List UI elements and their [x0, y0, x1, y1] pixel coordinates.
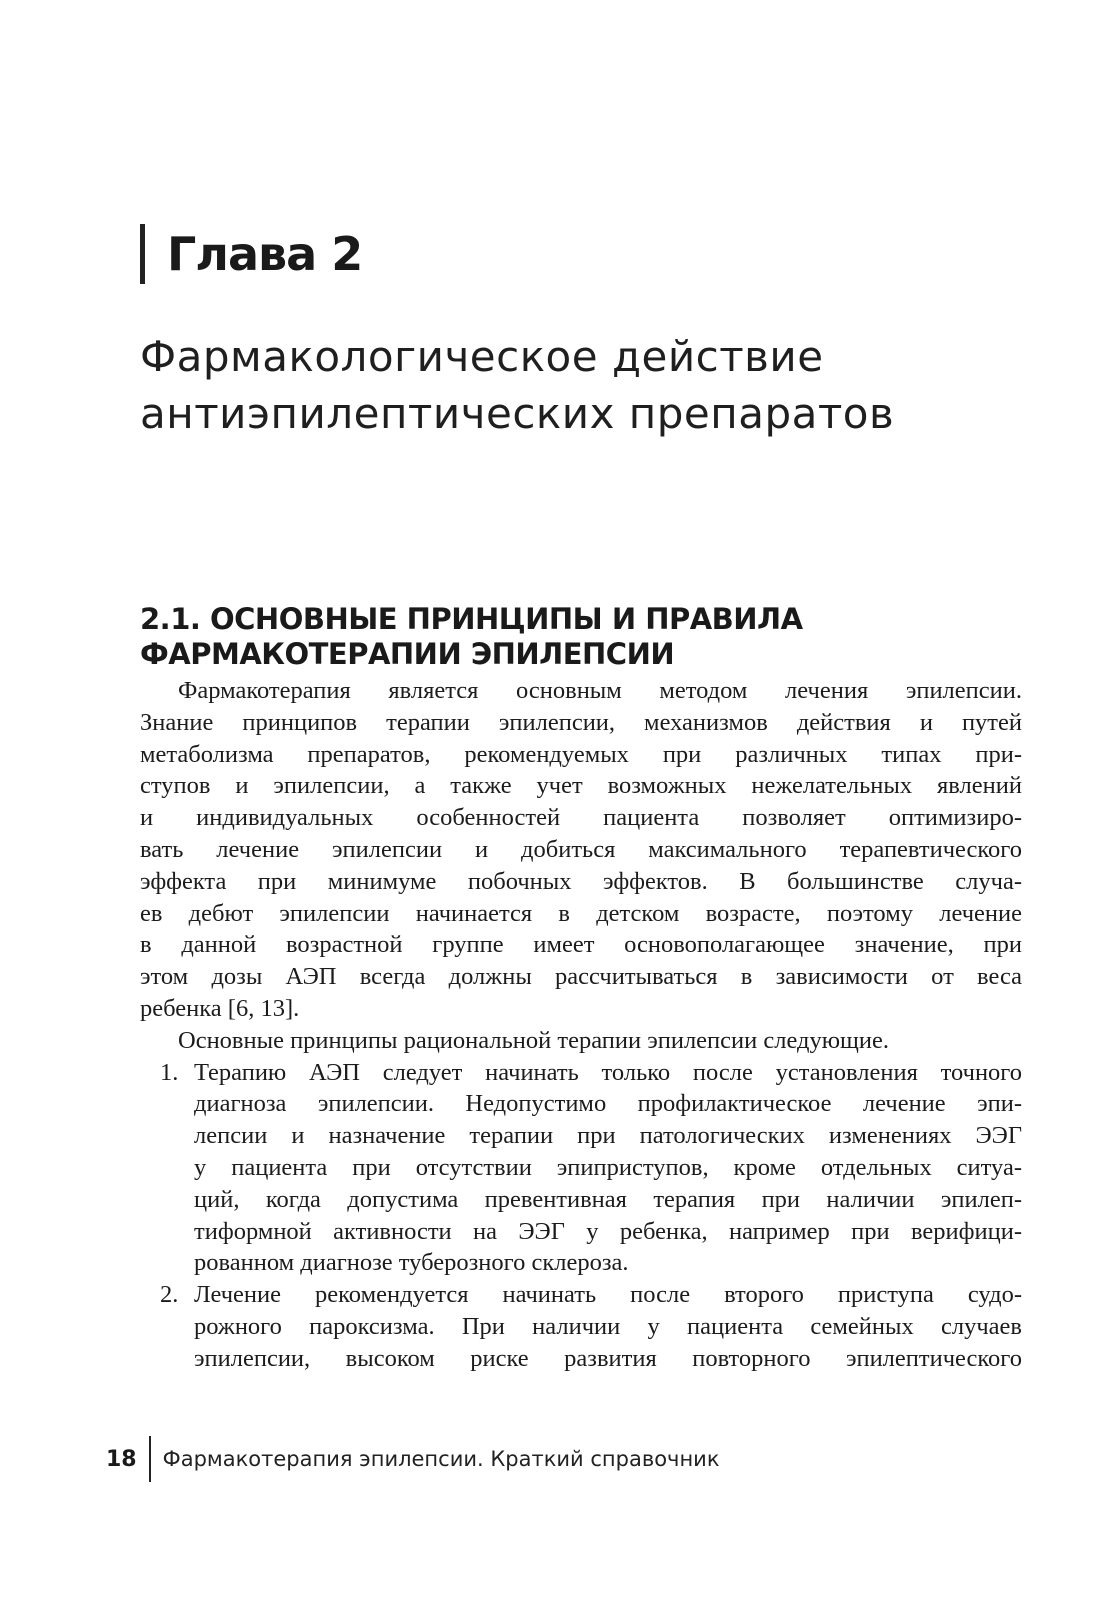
text-line: ев дебют эпилепсии начинается в детском возрасте, поэтому лечение — [140, 899, 1022, 927]
list-item-number: 1. — [160, 1058, 179, 1086]
chapter-marker-bar — [140, 224, 145, 284]
text-line: диагноза эпилепсии. Недопустимо профилактическое лечение эпи- — [194, 1090, 1022, 1118]
chapter-subtitle-line: Фармакологическое действие — [140, 332, 824, 381]
section-heading-line: 2.1. ОСНОВНЫЕ ПРИНЦИПЫ И ПРАВИЛА — [140, 602, 803, 636]
paragraph — [140, 1025, 1022, 1057]
chapter-heading — [140, 222, 362, 286]
chapter-label: Глава 2 — [167, 227, 363, 281]
chapter-subtitle — [140, 328, 1040, 442]
text-line: тиформной активности на ЭЭГ у ребенка, например при верифици- — [194, 1217, 1022, 1245]
section-heading — [140, 602, 1040, 672]
text-line: Знание принципов терапии эпилепсии, механизмов действия и путей — [140, 708, 1022, 736]
running-title: Фармакотерапия эпилепсии. Краткий справочник — [162, 1447, 720, 1471]
text-line: Лечение рекомендуется начинать после второго приступа судо- — [194, 1281, 1022, 1309]
footer-divider — [149, 1436, 151, 1482]
text-line: у пациента при отсутствии эпиприступов, кроме отдельных ситуа- — [194, 1153, 1022, 1181]
list-item-number: 2. — [160, 1281, 179, 1309]
text-line: этом дозы АЭП всегда должны рассчитываться в зависимости от веса — [140, 963, 1022, 991]
list-item — [140, 1057, 1022, 1280]
section-heading-line: ФАРМАКОТЕРАПИИ ЭПИЛЕПСИИ — [140, 637, 675, 671]
text-line: рожного пароксизма. При наличии у пациента семейных случаев — [194, 1312, 1022, 1340]
text-line: в данной возрастной группе имеет основополагающее значение, при — [140, 931, 1022, 959]
text-line: ребенка [6, 13]. — [140, 994, 300, 1022]
text-line: Терапию АЭП следует начинать только после установления точного — [194, 1058, 1022, 1086]
paragraph — [140, 675, 1022, 1025]
page-footer — [106, 1436, 720, 1482]
page-number: 18 — [106, 1446, 137, 1472]
list-item — [140, 1279, 1022, 1374]
text-line: и индивидуальных особенностей пациента позволяет оптимизиро- — [140, 804, 1022, 832]
text-line: вать лечение эпилепсии и добиться максимального терапевтического — [140, 835, 1022, 863]
text-line: метаболизма препаратов, рекомендуемых при различных типах при- — [140, 740, 1022, 768]
body-text — [140, 675, 1022, 1375]
chapter-subtitle-line: антиэпилептических препаратов — [140, 389, 895, 438]
text-line: Фармакотерапия является основным методом лечения эпилепсии. — [178, 677, 1022, 704]
text-line: рованном диагнозе туберозного склероза. — [194, 1249, 629, 1277]
text-line: ступов и эпилепсии, а также учет возможных нежелательных явлений — [140, 772, 1022, 800]
text-line: ций, когда допустима превентивная терапия при наличии эпилеп- — [194, 1185, 1022, 1213]
text-line: эффекта при минимуме побочных эффектов. В большинстве случа- — [140, 867, 1022, 895]
text-line: Основные принципы рациональной терапии эпилепсии следующие. — [178, 1026, 890, 1054]
text-line: лепсии и назначение терапии при патологических изменениях ЭЭГ — [194, 1122, 1022, 1150]
text-line: эпилепсии, высоком риске развития повторного эпилептического — [194, 1344, 1022, 1372]
